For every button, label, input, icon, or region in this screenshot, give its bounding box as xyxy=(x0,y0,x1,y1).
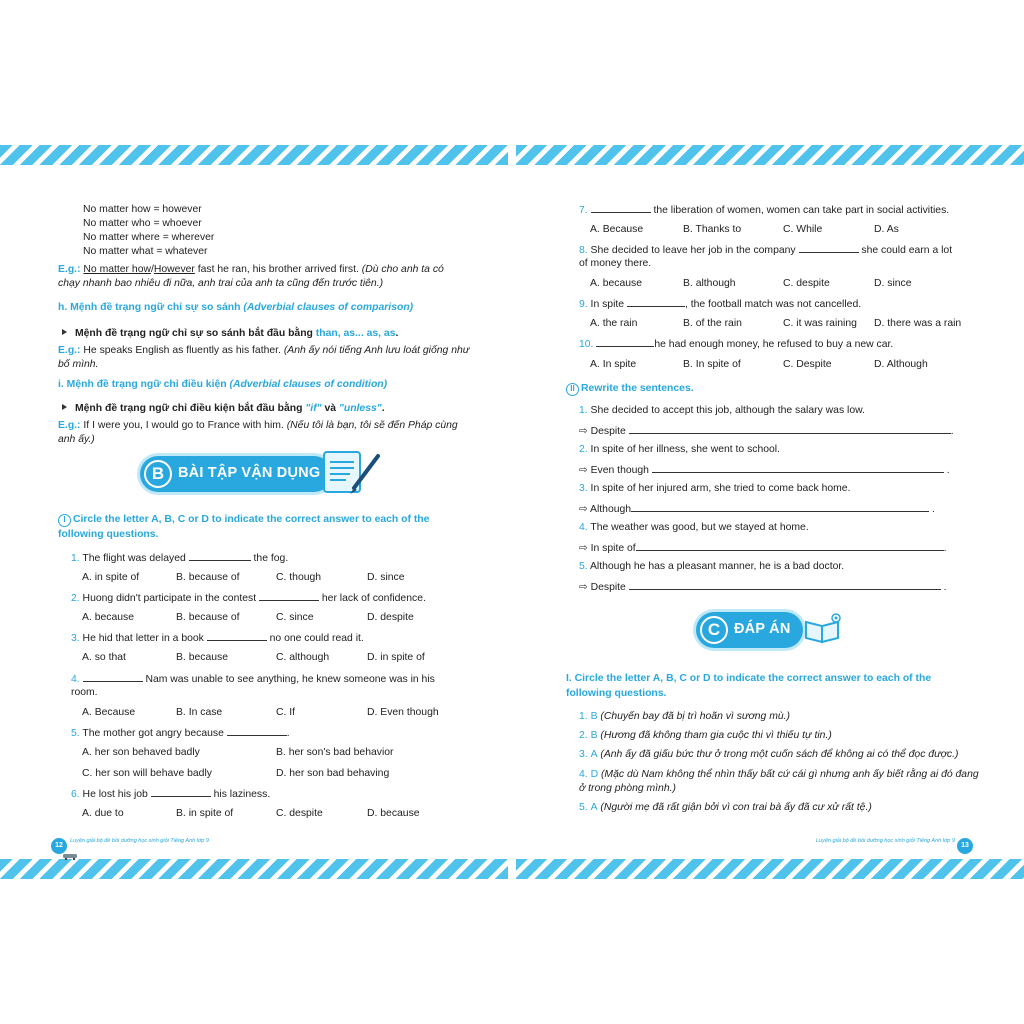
answer-section-title: I. Circle the letter A, B, C or D to indicate the correct answer to each of the xyxy=(566,673,932,684)
rewrite-number: 5. xyxy=(579,561,588,572)
rewrite-1-answer xyxy=(579,424,954,439)
question-text: her lack of confidence. xyxy=(319,593,426,604)
open-book-icon xyxy=(802,612,844,646)
option-d[interactable]: D. despite xyxy=(367,612,414,623)
eg1-underlined-1: No matter how xyxy=(83,264,151,275)
question-8-cont: of money there. xyxy=(579,258,652,269)
rewrite-3 xyxy=(579,482,850,496)
section-2-title xyxy=(566,382,694,396)
option-d[interactable]: D. her son bad behaving xyxy=(276,768,390,779)
answer-number: 3. xyxy=(579,749,588,760)
question-text: Nam was unable to see anything, he knew someone was in his xyxy=(142,674,435,685)
question-9 xyxy=(579,297,861,312)
option-d[interactable]: D. since xyxy=(874,278,912,289)
bullet-i-text: Mệnh đề trạng ngữ chỉ điều kiện bắt đầu bằng xyxy=(75,403,306,414)
question-text: he had enough money, he refused to buy a new car. xyxy=(654,339,894,350)
answer-blank[interactable] xyxy=(207,631,267,641)
arrow-icon: ⇨ xyxy=(579,504,588,515)
section-b-badge xyxy=(140,456,332,492)
answer-key: A xyxy=(590,802,598,813)
rewrite-number: 3. xyxy=(579,483,588,494)
eg3-translation-cont: anh ấy.) xyxy=(58,434,95,445)
option-a[interactable]: A. because xyxy=(82,612,134,623)
example-3 xyxy=(58,419,458,433)
answer-key: A xyxy=(590,749,598,760)
rewrite-5-answer xyxy=(579,580,947,595)
option-b[interactable]: B. in spite of xyxy=(176,808,234,819)
scroll-pen-icon xyxy=(320,448,382,496)
rewrite-start: Despite xyxy=(590,582,626,593)
page-number-right: 13 xyxy=(957,838,973,854)
answer-blank[interactable] xyxy=(627,297,685,307)
bullet-i-and: và xyxy=(321,403,339,414)
option-a[interactable]: A. so that xyxy=(82,652,126,663)
rewrite-number: 2. xyxy=(579,444,588,455)
section-1-title-line1: Circle the letter A, B, C or D to indicate the correct answer to each of the xyxy=(73,514,430,525)
rewrite-end: . xyxy=(950,426,954,437)
eg-label: E.g.: xyxy=(58,345,81,356)
question-text: He hid that letter in a book xyxy=(79,633,207,644)
option-c[interactable]: C. although xyxy=(276,652,330,663)
car-icon xyxy=(62,852,78,860)
option-b[interactable]: B. In spite of xyxy=(683,359,741,370)
question-text: Huong didn't participate in the contest xyxy=(79,593,259,604)
question-text: the fog. xyxy=(250,553,289,564)
option-b[interactable]: B. In case xyxy=(176,707,223,718)
eg1-translation: (Dù cho anh ta có xyxy=(358,264,444,275)
option-a[interactable]: A. In spite xyxy=(590,359,637,370)
rewrite-blank[interactable] xyxy=(629,580,941,590)
rewrite-blank[interactable] xyxy=(631,502,929,512)
rewrite-1 xyxy=(579,404,865,418)
example-2 xyxy=(58,344,469,358)
question-text: no one could read it. xyxy=(266,633,364,644)
question-8 xyxy=(579,243,952,258)
rewrite-4 xyxy=(579,521,809,535)
question-text: the liberation of women, women can take part in social activities. xyxy=(650,205,950,216)
option-b[interactable]: B. because of xyxy=(176,612,240,623)
answer-item-cont: ở trong phòng mình.) xyxy=(579,783,676,794)
bullet-h-end: . xyxy=(395,328,399,339)
question-text: The flight was delayed xyxy=(79,553,189,564)
rewrite-2-answer xyxy=(579,463,950,478)
rewrite-text: In spite of her injured arm, she tried to come back home. xyxy=(587,483,851,494)
option-d[interactable]: D. Even though xyxy=(367,707,439,718)
option-b[interactable]: B. Thanks to xyxy=(683,224,742,235)
question-text: she could earn a lot xyxy=(858,245,953,256)
question-text: his laziness. xyxy=(210,789,271,800)
heading-h xyxy=(58,301,413,315)
answer-blank[interactable] xyxy=(259,591,319,601)
answer-section-title-line2: following questions. xyxy=(566,688,667,699)
answer-text: (Anh ấy đã giấu bức thư ở trong một cuốn sách để không ai có thể đọc được.) xyxy=(597,749,959,760)
answer-text: (Người mẹ đã rất giận bởi vì con trai bà ấy đã cư xử rất tệ.) xyxy=(597,802,872,813)
answer-blank[interactable] xyxy=(189,551,251,561)
answer-blank[interactable] xyxy=(151,787,211,797)
answer-blank[interactable] xyxy=(596,337,654,347)
question-number: 3. xyxy=(71,633,80,644)
answer-key: D xyxy=(590,769,599,780)
answer-blank[interactable] xyxy=(591,203,651,213)
option-c[interactable]: C. despite xyxy=(276,808,323,819)
question-6 xyxy=(71,787,270,802)
option-c[interactable]: C. If xyxy=(276,707,296,718)
rewrite-5 xyxy=(579,560,844,574)
question-number: 2. xyxy=(71,593,80,604)
question-number: 5. xyxy=(71,728,80,739)
no-matter-item: No matter what = whatever xyxy=(83,246,208,257)
option-d[interactable]: D. As xyxy=(874,224,899,235)
question-text: . xyxy=(286,728,290,739)
rewrite-end: . xyxy=(943,543,947,554)
footer-left: Luyện giải bộ đề bồi dưỡng học sinh giỏi Tiếng Anh lớp 9 xyxy=(70,838,209,844)
section-1-title-line2: following questions. xyxy=(58,529,159,540)
eg1-translation-cont: chạy nhanh bao nhiêu đi nữa, anh trai của anh ta cũng đến trước tiên.) xyxy=(58,278,384,289)
option-d[interactable]: D. since xyxy=(367,572,405,583)
example-1 xyxy=(58,263,444,277)
eg1-underlined-2: However xyxy=(153,264,195,275)
question-text: She decided to leave her job in the company xyxy=(587,245,799,256)
answer-blank[interactable] xyxy=(799,243,859,253)
heading-i-italic: (Adverbial clauses of condition) xyxy=(229,379,388,390)
question-2 xyxy=(71,591,426,606)
rewrite-text: Although he has a pleasant manner, he is a bad doctor. xyxy=(587,561,845,572)
eg-label: E.g.: xyxy=(58,264,81,275)
eg3-text: If I were you, I would go to France with him. xyxy=(80,420,284,431)
rewrite-2 xyxy=(579,443,780,457)
answer-text: (Mặc dù Nam không thể nhìn thấy bất cứ cái gì nhưng anh ấy biết rằng ai đó đang xyxy=(598,769,979,780)
rewrite-text: In spite of her illness, she went to school. xyxy=(587,444,781,455)
rewrite-text: She decided to accept this job, although the salary was low. xyxy=(587,405,865,416)
option-c[interactable]: C. While xyxy=(783,224,823,235)
rewrite-blank[interactable] xyxy=(636,541,944,551)
no-matter-item: No matter where = wherever xyxy=(83,232,215,243)
question-text: In spite xyxy=(587,299,627,310)
rewrite-start: In spite of xyxy=(590,543,636,554)
section-number: I xyxy=(58,514,71,527)
no-matter-item: No matter how = however xyxy=(83,204,202,215)
option-d[interactable]: D. in spite of xyxy=(367,652,425,663)
rewrite-start: Even though xyxy=(590,465,649,476)
section-1-title xyxy=(58,513,429,527)
option-c[interactable]: C. since xyxy=(276,612,314,623)
answer-item xyxy=(579,710,790,724)
rewrite-text: The weather was good, but we stayed at home. xyxy=(587,522,809,533)
option-b[interactable]: B. because of xyxy=(176,572,240,583)
bullet-i xyxy=(60,402,385,416)
eg2-text: He speaks English as fluently as his father. xyxy=(80,345,281,356)
rewrite-4-answer xyxy=(579,541,947,556)
option-a[interactable]: A. because xyxy=(590,278,642,289)
arrow-icon: ⇨ xyxy=(579,582,588,593)
option-a[interactable]: A. her son behaved badly xyxy=(82,747,200,758)
option-a[interactable]: A. due to xyxy=(82,808,124,819)
badge-title: BÀI TẬP VẬN DỤNG xyxy=(178,465,321,482)
question-4 xyxy=(71,672,435,687)
arrow-icon: ⇨ xyxy=(579,426,588,437)
question-number: 9. xyxy=(579,299,588,310)
question-4-cont: room. xyxy=(71,687,98,698)
answer-key: B xyxy=(590,730,598,741)
page-number-left: 12 xyxy=(51,838,67,854)
eg1-text: fast he ran, his brother arrived first. xyxy=(194,264,359,275)
option-d[interactable]: D. there was a rain xyxy=(874,318,962,329)
option-b[interactable]: B. of the rain xyxy=(683,318,742,329)
answer-item xyxy=(579,729,832,743)
bullet-h-text: Mệnh đề trạng ngữ chỉ sự so sánh bắt đầu bằng xyxy=(75,328,316,339)
question-number: 7. xyxy=(579,205,588,216)
eg-label: E.g.: xyxy=(58,420,81,431)
rewrite-blank[interactable] xyxy=(629,424,951,434)
answer-blank[interactable] xyxy=(83,672,143,682)
answer-blank[interactable] xyxy=(227,726,287,736)
option-c[interactable]: C. though xyxy=(276,572,322,583)
arrow-icon: ⇨ xyxy=(579,465,588,476)
eg2-translation: (Anh ấy nói tiếng Anh lưu loát giống như xyxy=(280,345,470,356)
answer-key: B xyxy=(590,711,598,722)
answer-text: (Chuyến bay đã bị trì hoãn vì sương mù.) xyxy=(597,711,790,722)
badge-title: ĐÁP ÁN xyxy=(734,621,791,638)
eg3-translation: (Nếu tôi là bạn, tôi sẽ đến Pháp cùng xyxy=(283,420,458,431)
rewrite-end: . xyxy=(931,504,935,515)
question-number: 1. xyxy=(71,553,80,564)
option-c[interactable]: C. her son will behave badly xyxy=(82,768,212,779)
question-number: 10. xyxy=(579,339,594,350)
option-a[interactable]: A. in spite of xyxy=(82,572,140,583)
answer-item xyxy=(579,801,872,815)
option-d[interactable]: D. Although xyxy=(874,359,928,370)
answer-number: 5. xyxy=(579,802,588,813)
bullet-h-words: than, as... as, as xyxy=(315,328,396,339)
answer-number: 2. xyxy=(579,730,588,741)
badge-letter: B xyxy=(144,460,172,488)
eg1-sep: / xyxy=(150,264,154,275)
rewrite-number: 4. xyxy=(579,522,588,533)
option-c[interactable]: C. Despite xyxy=(783,359,832,370)
bullet-i-if: "if" xyxy=(305,403,322,414)
rewrite-start: Despite xyxy=(590,426,626,437)
rewrite-end: . xyxy=(943,582,947,593)
question-number: 6. xyxy=(71,789,80,800)
rewrite-end: . xyxy=(946,465,950,476)
rewrite-blank[interactable] xyxy=(652,463,944,473)
heading-h-text: h. Mệnh đề trạng ngữ chỉ sự so sánh xyxy=(58,302,244,313)
rewrite-number: 1. xyxy=(579,405,588,416)
option-b[interactable]: B. because xyxy=(176,652,228,663)
section-c-badge xyxy=(696,612,803,648)
section-2-title-text: Rewrite the sentences. xyxy=(581,383,694,394)
option-c[interactable]: C. it was raining xyxy=(783,318,857,329)
question-3 xyxy=(71,631,364,646)
option-c[interactable]: C. despite xyxy=(783,278,830,289)
option-b[interactable]: B. although xyxy=(683,278,736,289)
no-matter-item: No matter who = whoever xyxy=(83,218,202,229)
question-5 xyxy=(71,726,290,741)
bullet-i-unless: "unless" xyxy=(338,403,382,414)
badge-letter: C xyxy=(700,616,728,644)
rewrite-3-answer xyxy=(579,502,935,517)
option-a[interactable]: A. Because xyxy=(590,224,644,235)
question-text: The mother got angry because xyxy=(79,728,227,739)
answer-item xyxy=(579,768,979,782)
heading-h-italic: (Adverbial clauses of comparison) xyxy=(243,302,414,313)
bullet-h xyxy=(60,327,398,341)
gutter-gap-bottom xyxy=(508,859,516,879)
gutter-gap-top xyxy=(508,145,516,165)
answer-item xyxy=(579,748,958,762)
bullet-arrow-icon xyxy=(62,404,67,410)
answer-number: 4. xyxy=(579,769,588,780)
option-b[interactable]: B. her son's bad behavior xyxy=(276,747,394,758)
question-text: , the football match was not cancelled. xyxy=(684,299,862,310)
question-1 xyxy=(71,551,288,566)
question-text: He lost his job xyxy=(79,789,151,800)
answer-number: 1. xyxy=(579,711,588,722)
footer-right: Luyện giải bộ đề bồi dưỡng học sinh giỏi Tiếng Anh lớp 9 xyxy=(816,838,955,844)
rewrite-start: Although xyxy=(590,504,632,515)
bullet-arrow-icon xyxy=(62,329,67,335)
eg2-translation-cont: bố mình. xyxy=(58,359,99,370)
question-10 xyxy=(579,337,893,352)
heading-i xyxy=(58,378,387,392)
question-7 xyxy=(579,203,949,218)
option-a[interactable]: A. the rain xyxy=(590,318,638,329)
arrow-icon: ⇨ xyxy=(579,543,588,554)
option-d[interactable]: D. because xyxy=(367,808,420,819)
bullet-i-end: . xyxy=(381,403,385,414)
section-number: II xyxy=(566,383,579,396)
heading-i-text: i. Mệnh đề trạng ngữ chỉ điều kiện xyxy=(58,379,230,390)
answer-text: (Hương đã không tham gia cuộc thi vì thiếu tự tin.) xyxy=(597,730,832,741)
question-number: 8. xyxy=(579,245,588,256)
option-a[interactable]: A. Because xyxy=(82,707,136,718)
question-number: 4. xyxy=(71,674,80,685)
